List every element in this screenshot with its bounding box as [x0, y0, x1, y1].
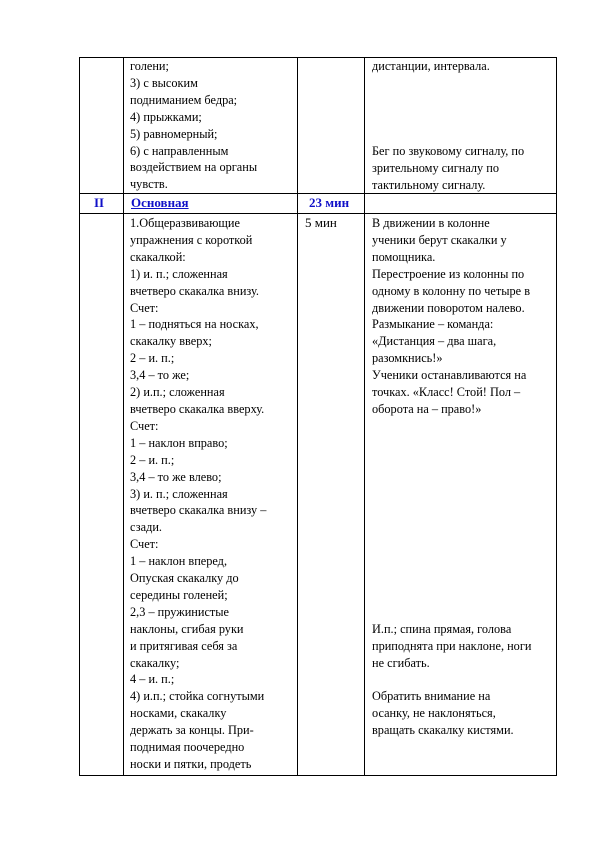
top-row-exercises: голени; 3) с высоким подниманием бедра; 4) прыжками; 5) равномерный; 6) с направленным воздействием на органы чувств.	[130, 59, 258, 192]
section-duration: 23 мин	[309, 195, 350, 210]
table-border-right	[556, 57, 557, 776]
top-row-notes-b: Бег по звуковому сигналу, по зрительному сигналу по тактильному сигналу.	[372, 144, 525, 192]
main-row-notes-a: В движении в колонне ученики берут скакалки у помощника. Перестроение из колонны по одному в колонну по четыре в движении поворотом налево. Размыкание – команда: «Дистанция – два шага, разомкнись!» Ученики останавливаются на точках. «Класс! Стой! Пол – оборота на – право!»	[372, 216, 531, 416]
main-row-notes-c: Обратить внимание на осанку, не наклоняться, вращать скакалку кистями.	[372, 689, 514, 737]
table-border-header-bottom	[79, 213, 557, 214]
top-row-notes-a: дистанции, интервала.	[372, 59, 490, 73]
section-number: II	[94, 195, 105, 210]
main-row-exercises: 1.Общеразвивающие упражнения с короткой скакалкой: 1) и. п.; сложенная вчетверо скакалка внизу. Счет: 1 – подняться на носках, скакалку вверх; 2 – и. п.; 3,4 – то же; 2) и.п.; сложенная вчетверо скакалка вверху. Счет: 1 – наклон вправо; 2 – и. п.; 3,4 – то же влево; 3) и. п.; сложенная вчетверо скакалка внизу – сзади. Счет: 1 – наклон вперед, Опуская скакалку до середины голеней; 2,3 – пружинистые наклоны, сгибая руки и притягивая себя за скакалку; 4 – и. п.; 4) и.п.; стойка согнутыми носками, скакалку держать за концы. При- поднимая поочередно носки и пятки, продеть	[130, 216, 267, 771]
table-border-bottom	[79, 775, 557, 776]
table-border-col3	[364, 57, 365, 776]
main-row-duration: 5 мин	[305, 215, 337, 230]
table-border-col2	[297, 57, 298, 776]
table-border-col1	[123, 57, 124, 776]
table-border-left	[79, 57, 80, 776]
main-row-notes-b: И.п.; спина прямая, голова приподнята при наклоне, ноги не сгибать.	[372, 622, 532, 670]
section-name: Основная	[131, 195, 189, 210]
